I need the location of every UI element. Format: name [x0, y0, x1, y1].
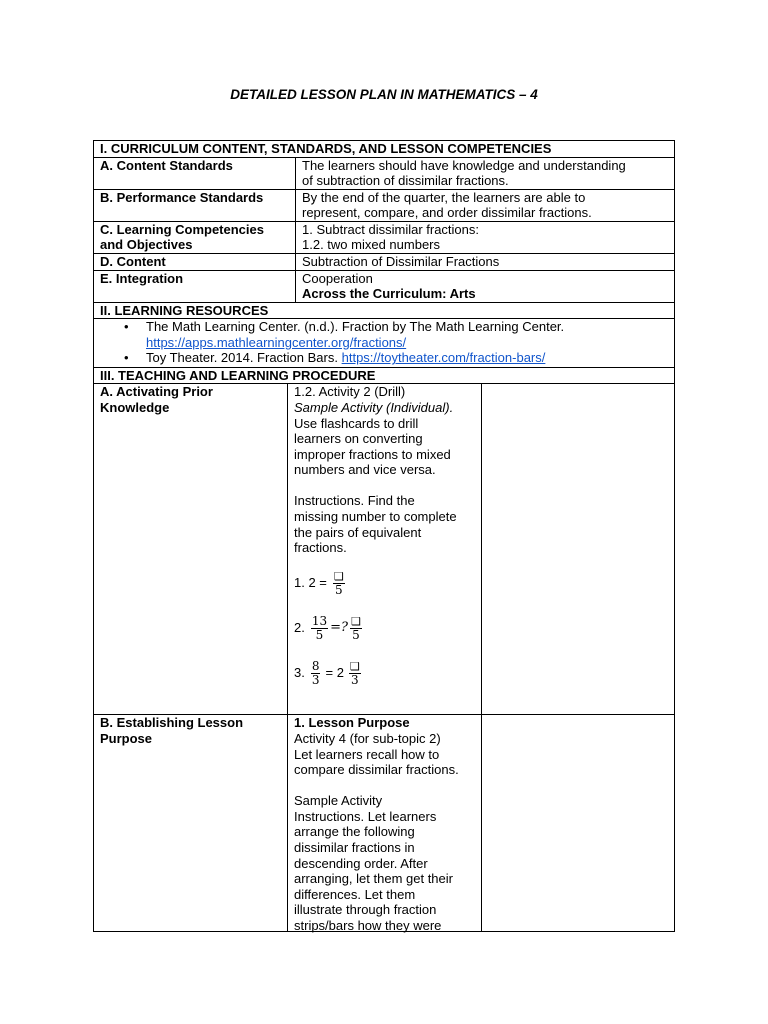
fraction-denominator: 3 — [351, 672, 359, 687]
performance-standards-line: By the end of the quarter, the learners are able to — [302, 189, 586, 205]
lesson-purpose-notes — [482, 715, 674, 931]
text-line: Instructions. Find the — [294, 493, 415, 509]
competencies-value — [296, 222, 674, 253]
competencies-label-line: C. Learning Competencies — [100, 221, 264, 237]
content-label: D. Content — [94, 254, 296, 270]
text-line: strips/bars how they were — [294, 917, 442, 933]
integration-row — [94, 271, 674, 303]
fraction-operator: = 2 — [325, 665, 344, 681]
fraction-numerator: ❑ — [349, 659, 360, 673]
bullet-icon: • — [124, 350, 129, 366]
integration-label: E. Integration — [94, 271, 296, 302]
text-line: compare dissimilar fractions. — [294, 762, 459, 778]
section3-heading: III. TEACHING AND LEARNING PROCEDURE — [100, 367, 376, 383]
resource-text: The Math Learning Center. (n.d.). Fraction by The Math Learning Center. — [146, 319, 565, 335]
text-line: improper fractions to mixed — [294, 446, 451, 462]
text-line: learners on converting — [294, 431, 423, 447]
performance-standards-value — [296, 190, 674, 221]
fraction-numerator: 8 — [311, 658, 320, 673]
fraction-denominator: 5 — [315, 627, 324, 642]
resource-item — [124, 350, 564, 366]
section3-heading-row — [94, 368, 674, 385]
text-line: Let learners recall how to — [294, 746, 440, 762]
text-line: Instructions. Let learners — [294, 808, 437, 824]
text-line: Use flashcards to drill — [294, 415, 419, 431]
item-label: 3. — [294, 665, 305, 681]
activating-knowledge-content — [288, 384, 482, 714]
integration-value — [296, 271, 674, 302]
content-standards-label: A. Content Standards — [94, 158, 296, 189]
lesson-purpose-label — [94, 715, 288, 931]
text-line: arranging, let them get their — [294, 871, 453, 887]
section2-heading-row — [94, 303, 674, 320]
lesson-purpose-title: 1. Lesson Purpose — [294, 715, 410, 731]
sample-activity: Sample Activity (Individual). — [294, 399, 454, 415]
content-value: Subtraction of Dissimilar Fractions — [302, 254, 500, 270]
text-line: descending order. After — [294, 855, 428, 871]
fraction — [333, 570, 345, 597]
activating-knowledge-label — [94, 384, 288, 714]
fraction-item-3 — [294, 660, 475, 687]
text-line: differences. Let them — [294, 886, 416, 902]
text-line: missing number to complete — [294, 509, 457, 524]
section1-heading: I. CURRICULUM CONTENT, STANDARDS, AND LESSON COMPETENCIES — [100, 141, 552, 156]
performance-standards-row — [94, 190, 674, 222]
fraction-item-2 — [294, 615, 475, 642]
competencies-row — [94, 222, 674, 254]
fraction — [349, 660, 361, 687]
fraction — [350, 615, 362, 642]
fraction — [311, 660, 321, 687]
lesson-plan-table — [93, 140, 675, 932]
content-standards-line: The learners should have knowledge and understanding — [302, 157, 626, 173]
content-standards-value — [296, 158, 674, 189]
row-label-line: A. Activating Prior — [100, 384, 213, 400]
row-label-line: Purpose — [100, 730, 153, 746]
fraction-numerator: ❑ — [351, 614, 361, 628]
fraction-denominator: 5 — [335, 582, 343, 597]
content-standards-line: of subtraction of dissimilar fractions. — [302, 173, 509, 189]
row-label-line: B. Establishing Lesson — [100, 715, 244, 731]
text-line: Activity 4 (for sub-topic 2) — [294, 730, 441, 746]
resource-item — [124, 319, 564, 350]
resource-text: Toy Theater. 2014. Fraction Bars. — [146, 350, 338, 366]
activating-knowledge-row — [94, 384, 674, 715]
content-row — [94, 254, 674, 271]
text-line: the pairs of equivalent — [294, 524, 422, 540]
resources-list — [94, 319, 570, 367]
performance-standards-label: B. Performance Standards — [94, 190, 296, 221]
competencies-line: 1. Subtract dissimilar fractions: — [302, 221, 480, 237]
resources-row — [94, 319, 674, 368]
item-label: 2. — [294, 620, 305, 636]
document-title: DETAILED LESSON PLAN IN MATHEMATICS – 4 — [230, 87, 538, 102]
competencies-label-line: and Objectives — [100, 237, 193, 253]
integration-line: Cooperation — [302, 270, 373, 286]
competencies-label — [94, 222, 296, 253]
resource-link[interactable]: https://toytheater.com/fraction-bars/ — [341, 350, 546, 366]
text-line: Sample Activity — [294, 793, 383, 809]
fraction-denominator: 3 — [311, 672, 320, 687]
fraction-numerator: ❑ — [333, 569, 344, 583]
resource-link[interactable]: https://apps.mathlearningcenter.org/fractions/ — [146, 334, 407, 350]
section1-heading-row — [94, 141, 674, 158]
item-label: 1. 2 = — [294, 575, 327, 591]
activating-knowledge-notes — [482, 384, 674, 714]
lesson-purpose-row — [94, 715, 674, 931]
text-line: arrange the following — [294, 824, 415, 840]
activity-title: 1.2. Activity 2 (Drill) — [294, 384, 406, 400]
fraction-numerator: 13 — [311, 613, 328, 628]
text-line: dissimilar fractions in — [294, 840, 415, 855]
text-line: illustrate through fraction — [294, 902, 437, 918]
text-line: numbers and vice versa. — [294, 462, 436, 478]
bullet-icon: • — [124, 319, 129, 335]
fraction — [311, 615, 328, 642]
section2-heading: II. LEARNING RESOURCES — [100, 302, 269, 318]
fraction-operator: =? — [330, 620, 348, 636]
content-standards-row — [94, 158, 674, 190]
performance-standards-line: represent, compare, and order dissimilar fractions. — [302, 205, 592, 221]
lesson-purpose-content — [288, 715, 482, 931]
competencies-line: 1.2. two mixed numbers — [302, 237, 441, 253]
text-line: fractions. — [294, 540, 347, 556]
fraction-denominator: 5 — [352, 627, 360, 642]
row-label-line: Knowledge — [100, 399, 170, 415]
fraction-item-1 — [294, 570, 475, 597]
integration-line: Across the Curriculum: Arts — [302, 286, 476, 302]
